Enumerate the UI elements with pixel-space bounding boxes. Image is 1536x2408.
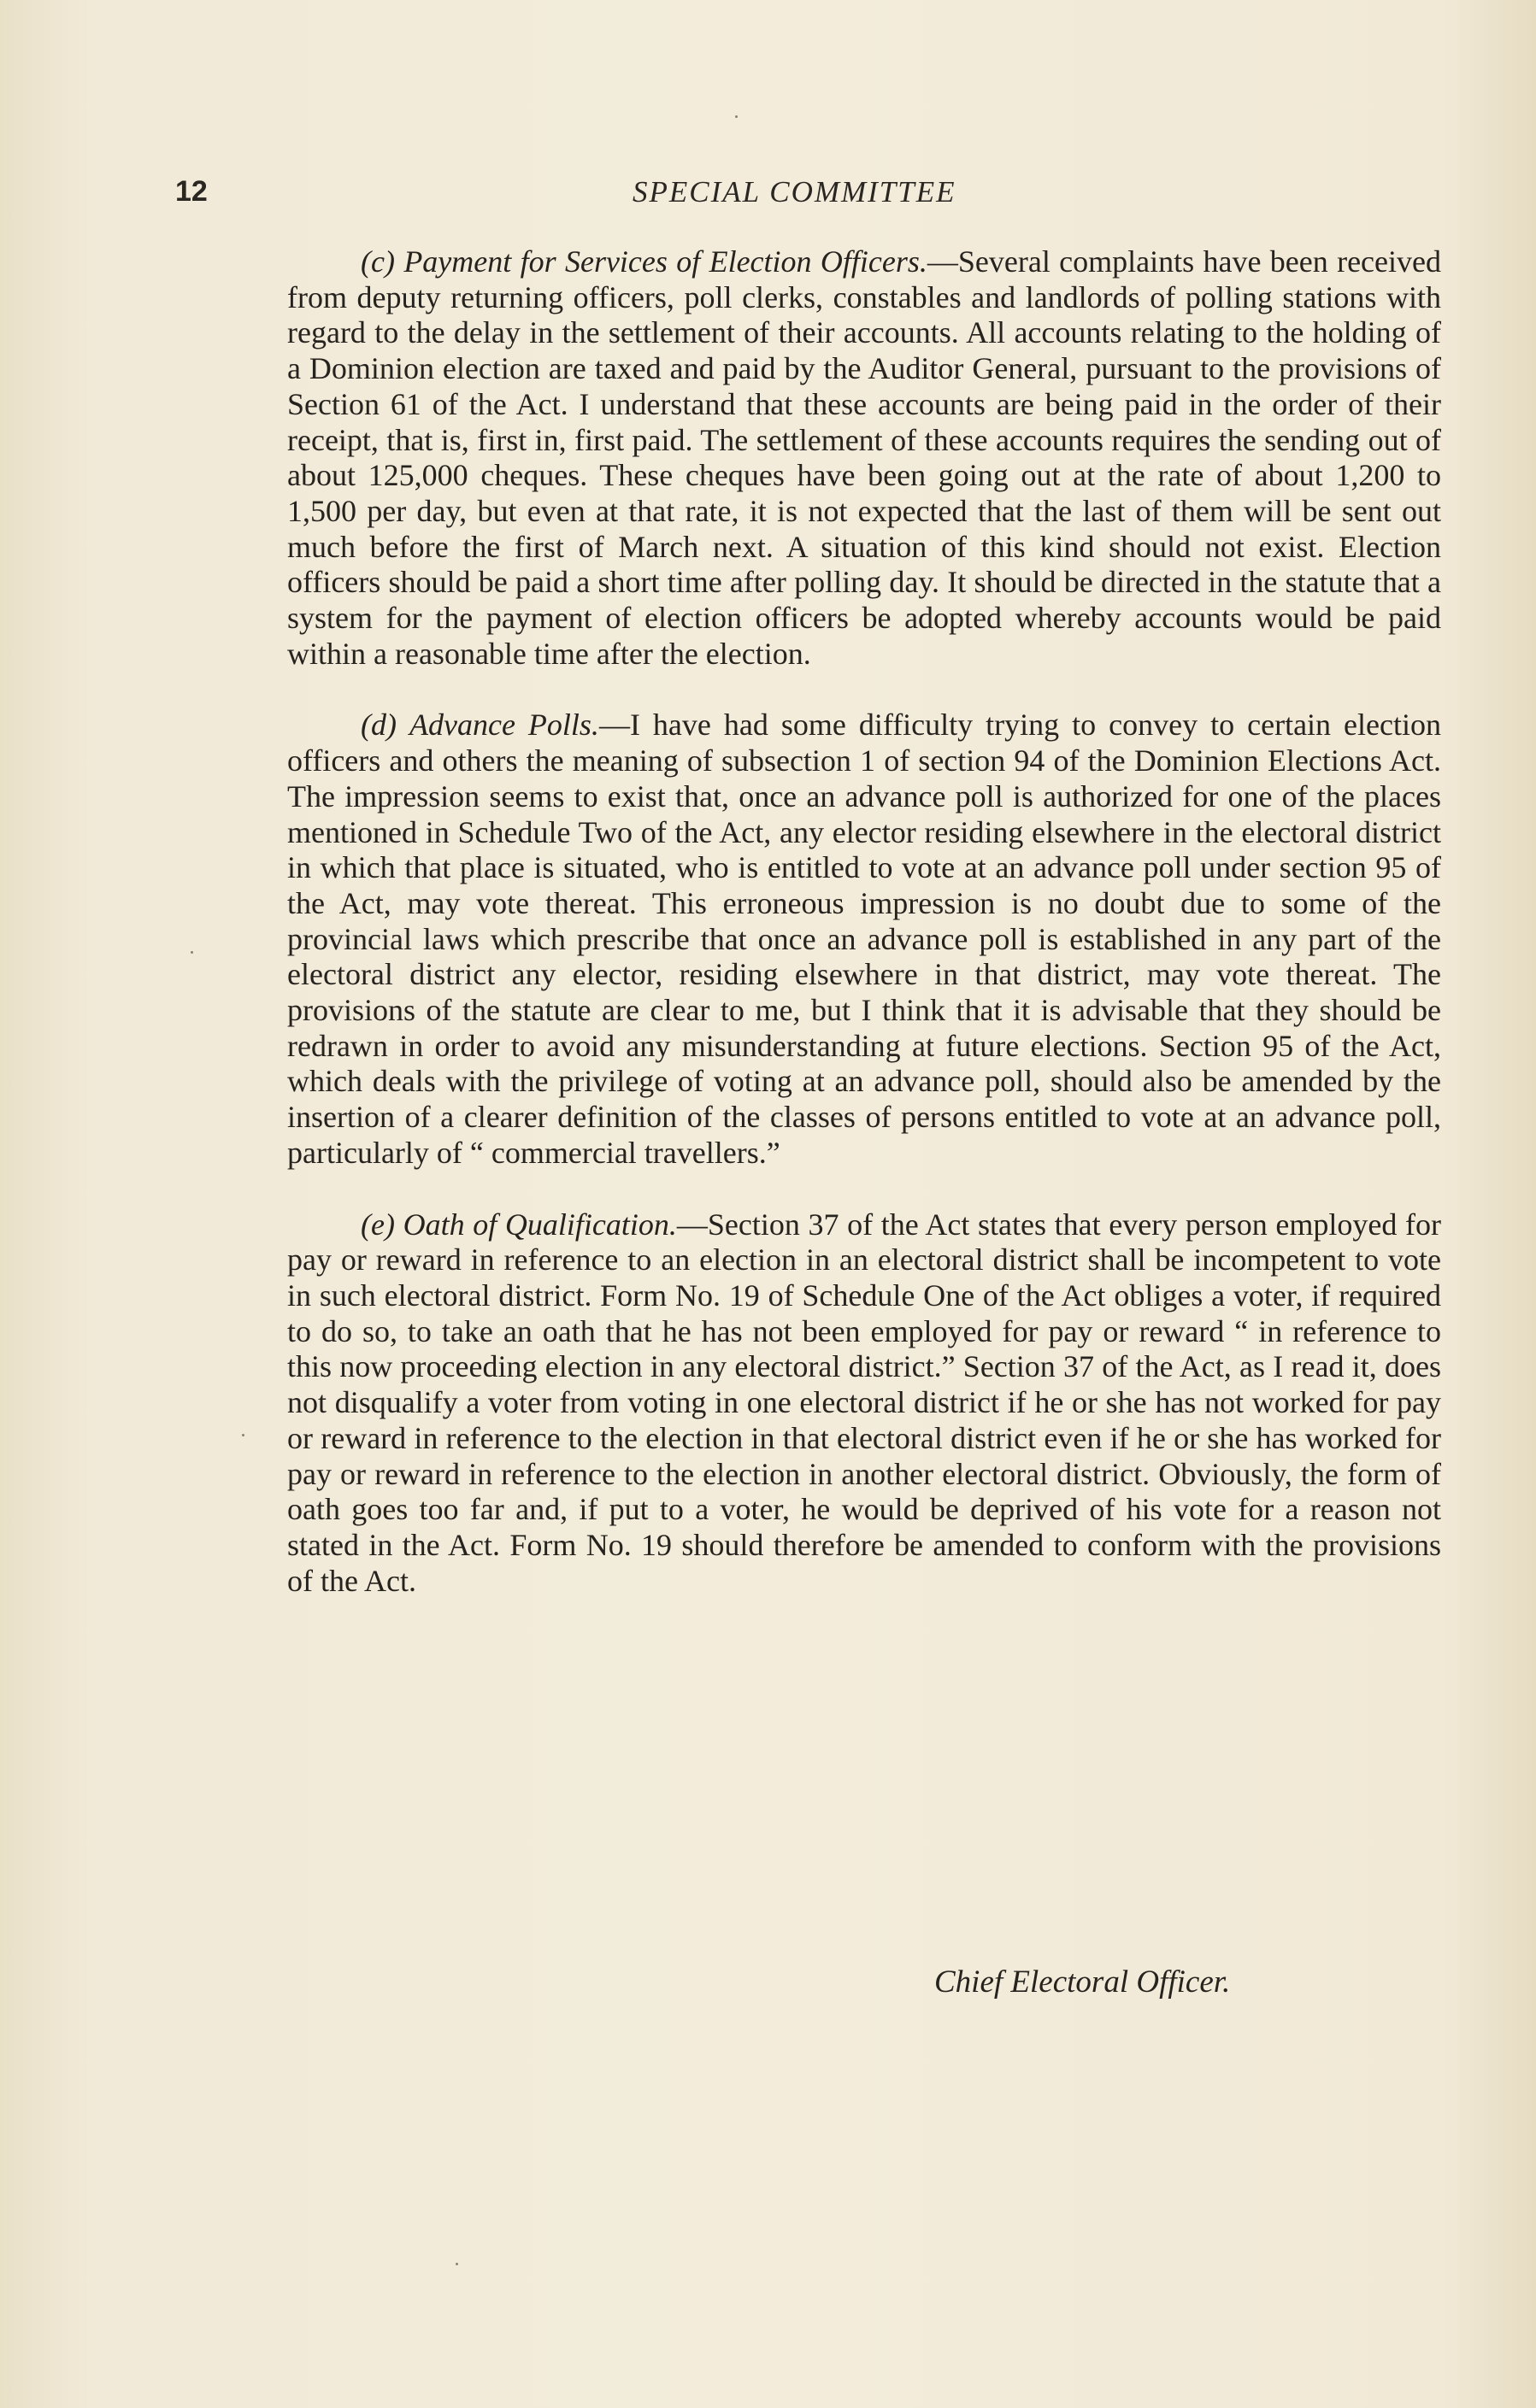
running-head: SPECIAL COMMITTEE [633,175,956,208]
paragraph-heading: Advance Polls. [409,708,599,743]
page-number: 12 [175,175,208,208]
paragraph-e-oath: (e) Oath of Qualification.—Section 37 of the Act states that every person employed for pay or reward in reference to an election in an electoral district shall be incompetent to vote in such electoral district. Form No. 19 of Schedule One of the Act obliges a voter, if required to do so, to take an oath that he has not been employed for pay or reward “ in reference to this now proceeding election in any electoral district.” Section 37 of the Act, as I read it, does not disqualify a voter from voting in one electoral district if he or she has not worked for pay or reward in reference to the election in that electoral district even if he or she has worked for pay or reward in reference to the election in another electoral district. Obviously, the form of oath goes too far and, if put to a voter, he would be deprived of his vote for a reason not stated in the Act. Form No. 19 should therefore be amended to conform with the provisions of the Act. [287,1207,1441,1598]
paragraph-letter: (d) [361,708,397,743]
paper-speck [242,1434,244,1436]
paragraph-letter: (e) [361,1207,395,1242]
paragraph-letter: (c) [361,244,395,279]
paragraph-heading: Payment for Services of Election Officers. [403,244,927,279]
signature-chief-electoral-officer: Chief Electoral Officer. [934,1965,1231,2000]
paragraph-text: Section 37 of the Act states that every person employed for pay or reward in reference to an election in an electoral district shall be incompetent to vote in such electoral district. Form No. 19 of Schedule One of the Act obliges a voter, if required to do so, to take an oath that he has not been employed for pay or reward “ in reference to this now proceeding election in any electoral district.” Section 37 of the Act, as I read it, does not disqualify a voter from voting in one electoral district if he or she has not worked for pay or reward in reference to the election in that electoral district even if he or she has worked for pay or reward in reference to the election in another electoral district. Obviously, the form of oath goes too far and, if put to a voter, he would be deprived of his vote for a reason not stated in the Act. Form No. 19 should therefore be amended to conform with the provisions of the Act. [287,1207,1441,1598]
body-text [287,244,1441,1635]
paper-speck [456,2263,458,2265]
paragraph-c-payment: (c) Payment for Services of Election Officers.—Several complaints have been received from deputy returning officers, poll clerks, constables and landlords of polling stations with regard to the delay in the settlement of their accounts. All accounts relating to the holding of a Dominion election are taxed and paid by the Auditor General, pursuant to the provisions of Section 61 of the Act. I understand that these accounts are being paid in the order of their receipt, that is, first in, first paid. The settlement of these accounts requires the sending out of about 125,000 cheques. These cheques have been going out at the rate of about 1,200 to 1,500 per day, but even at that rate, it is not expected that the last of them will be sent out much before the first of March next. A situation of this kind should not exist. Election officers should be paid a short time after polling day. It should be directed in the statute that a system for the payment of election officers be adopted whereby accounts would be paid within a reasonable time after the election. [287,244,1441,671]
paper-speck [191,951,193,954]
paper-speck [735,115,738,118]
paragraph-d-advance-polls: (d) Advance Polls.—I have had some difficulty trying to convey to certain election officers and others the meaning of subsection 1 of section 94 of the Dominion Elections Act. The impression seems to exist that, once an advance poll is authorized for one of the places mentioned in Schedule Two of the Act, any elector residing elsewhere in the electoral district in which that place is situated, who is entitled to vote at an advance poll under section 95 of the Act, may vote thereat. This erroneous impression is no doubt due to some of the provincial laws which prescribe that once an advance poll is established in any part of the electoral district any elector, residing elsewhere in that district, may vote thereat. The provisions of the statute are clear to me, but I think that it is advisable that they should be redrawn in order to avoid any misunderstanding at future elections. Section 95 of the Act, which deals with the privilege of voting at an advance poll, should also be amended by the insertion of a clearer definition of the classes of persons entitled to vote at an advance poll, particularly of “ commercial travellers.” [287,708,1441,1170]
paragraph-text: Several complaints have been received from deputy returning officers, poll clerks, constables and landlords of polling stations with regard to the delay in the settlement of their accounts. All accounts relating to the holding of a Dominion election are taxed and paid by the Auditor General, pursuant to the provisions of Section 61 of the Act. I understand that these accounts are being paid in the order of their receipt, that is, first in, first paid. The settlement of these accounts requires the sending out of about 125,000 cheques. These cheques have been going out at the rate of about 1,200 to 1,500 per day, but even at that rate, it is not expected that the last of them will be sent out much before the first of March next. A situation of this kind should not exist. Election officers should be paid a short time after polling day. It should be directed in the statute that a system for the payment of election officers be adopted whereby accounts would be paid within a reasonable time after the election. [287,244,1441,671]
paragraph-text: I have had some difficulty trying to convey to certain election officers and others the meaning of subsection 1 of section 94 of the Dominion Elections Act. The impression seems to exist that, once an advance poll is authorized for one of the places mentioned in Schedule Two of the Act, any elector residing elsewhere in the electoral district in which that place is situated, who is entitled to vote at an advance poll under section 95 of the Act, may vote thereat. This erroneous impression is no doubt due to some of the provincial laws which prescribe that once an advance poll is established in any part of the electoral district any elector, residing elsewhere in that district, may vote thereat. The provisions of the statute are clear to me, but I think that it is advisable that they should be redrawn in order to avoid any misunderstanding at future elections. Section 95 of the Act, which deals with the privilege of voting at an advance poll, should also be amended by the insertion of a clearer definition of the classes of persons entitled to vote at an advance poll, particularly of “ commercial travellers.” [287,708,1441,1170]
page-header [0,175,1536,218]
paragraph-heading: Oath of Qualification. [403,1207,677,1242]
